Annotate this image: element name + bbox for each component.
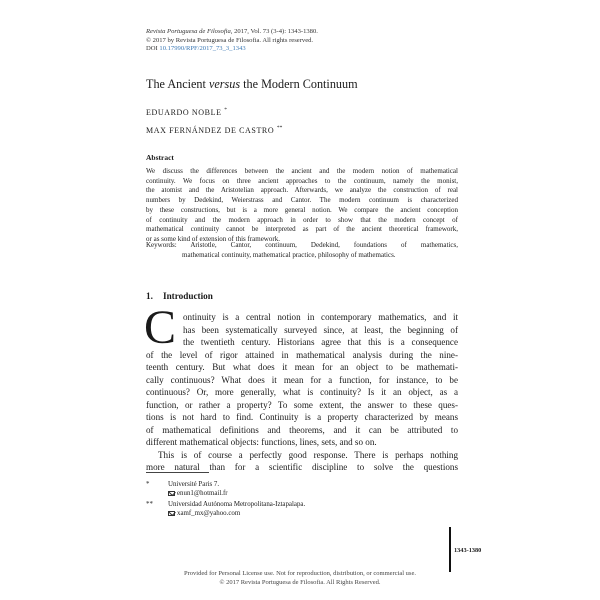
abstract-line: or as some kind of extension of this framework.	[146, 234, 280, 243]
body-line: cally continuous? What does it mean for a function, for instance, to be	[146, 374, 458, 385]
body-line: different mathematical objects: functions, lines, sets, and so on.	[146, 437, 377, 447]
author-footnote-mark: **	[276, 124, 283, 131]
footnote-mark: **	[146, 501, 153, 508]
footnote	[146, 480, 305, 498]
abstract-line: the atomist and the Aristotelian approach. Afterwards, we analyze the construction of real	[146, 186, 458, 195]
title-part-1: The Ancient	[146, 77, 209, 91]
author-list	[146, 103, 282, 138]
footnote-affiliation: Université Paris 7.	[168, 481, 220, 488]
body-text	[146, 311, 458, 474]
body-line: This is of course a perfectly good response. There is perhaps nothing	[158, 449, 458, 460]
keywords-line: mathematical continuity, mathematical practice, philosophy of mathematics.	[182, 250, 396, 259]
footer-license-line: Provided for Personal License use. Not for reproduction, distribution, or commercial use.	[184, 570, 416, 577]
footnote-email[interactable]: enun1@hotmail.fr	[177, 490, 228, 497]
license-footer	[0, 570, 600, 587]
envelope-icon	[168, 511, 175, 516]
article-title	[146, 77, 358, 92]
footnote-affiliation: Universidad Autónoma Metropolitana-Iztapalapa.	[168, 501, 306, 508]
author-footnote-mark: *	[224, 107, 227, 113]
abstract-line: mathematical continuity cannot be interpreted as part of the ancient theoretical framework,	[146, 225, 458, 234]
section-number: 1.	[146, 291, 153, 301]
drop-cap: C	[144, 301, 177, 354]
abstract-text	[146, 167, 458, 245]
body-line: continuous? Or, more generally, what is continuity? Is it an object, as a	[146, 387, 458, 397]
body-line: the twentieth century. Historians agree that this is a consequence	[183, 337, 458, 347]
envelope-icon	[168, 491, 175, 496]
title-italic: versus	[208, 77, 241, 91]
body-line: of the level of rigor attained in mathematical analysis during the nine-	[146, 349, 458, 360]
abstract-line: numbers by Dedekind, Weierstrass and Cantor. The modern continuum is characterized	[146, 196, 458, 205]
abstract-heading: Abstract	[146, 153, 174, 162]
abstract-line: We discuss the differences between the ancient and the modern notion of mathematical	[146, 167, 458, 175]
body-line: function, or rather a property? To some extent, the answer to these ques-	[146, 399, 458, 410]
footnote-email[interactable]: xamf_mx@yahoo.com	[177, 510, 241, 517]
title-part-2: the Modern Continuum	[240, 77, 358, 91]
footnotes	[146, 480, 305, 520]
citation-details: , 2017, Vol. 73 (3-4): 1343-1380.	[230, 28, 318, 35]
footnote-mark: *	[146, 481, 150, 488]
keywords-line: Keywords: Aristotle, Cantor, continuum, Dedekind, foundations of mathematics,	[146, 241, 458, 249]
abstract-line: continuity. We focus on three ancient approaches to the continuum, namely the monist,	[146, 176, 458, 185]
abstract-line: of continuity and the modern approach in order to show that the modern concept of	[146, 215, 458, 224]
journal-header	[146, 28, 318, 54]
doi-line	[146, 45, 318, 54]
footnote	[146, 500, 305, 518]
body-line: tions is not hard to find. Continuity is a property characterized by means	[146, 412, 458, 422]
body-line: of mathematical definitions and theorems, and it can be attributed to	[146, 424, 458, 435]
page-range: 1343-1380	[449, 546, 481, 555]
keywords	[146, 241, 458, 260]
body-line: teenth century. But what does it mean for an object to be mathemati-	[146, 362, 458, 372]
page-range-rule-top	[449, 527, 451, 546]
doi-link[interactable]: 10.17990/RPF/2017_73_3_1343	[159, 45, 246, 53]
author-name: EDUARDO NOBLE	[146, 108, 222, 117]
section-heading	[146, 291, 213, 301]
copyright-line: © 2017 by Revista Portuguesa de Filosofia. All rights reserved.	[146, 36, 314, 44]
journal-name: Revista Portuguesa de Filosofia	[146, 28, 231, 35]
footnote-email-line	[168, 509, 305, 518]
author	[146, 121, 282, 139]
section-title: Introduction	[163, 291, 213, 301]
body-line: has been systematically surveyed since, at least, the beginning of	[183, 324, 458, 335]
author	[146, 103, 282, 121]
body-line: more natural than for a scientific discipline to solve the questions	[146, 462, 458, 472]
footnote-rule	[146, 472, 209, 473]
citation-line	[146, 28, 318, 37]
doi-label: DOI	[146, 45, 158, 53]
author-name: MAX FERNÁNDEZ DE CASTRO	[146, 125, 275, 135]
footnote-email-line	[168, 489, 305, 498]
footer-copyright-line: © 2017 Revista Portuguesa de Filosofia. All Rights Reserved.	[219, 578, 381, 586]
abstract-line: by these constructions, but is a more general notion. We compare the ancient conception	[146, 205, 458, 214]
body-line: ontinuity is a central notion in contemporary mathematics, and it	[183, 312, 458, 322]
